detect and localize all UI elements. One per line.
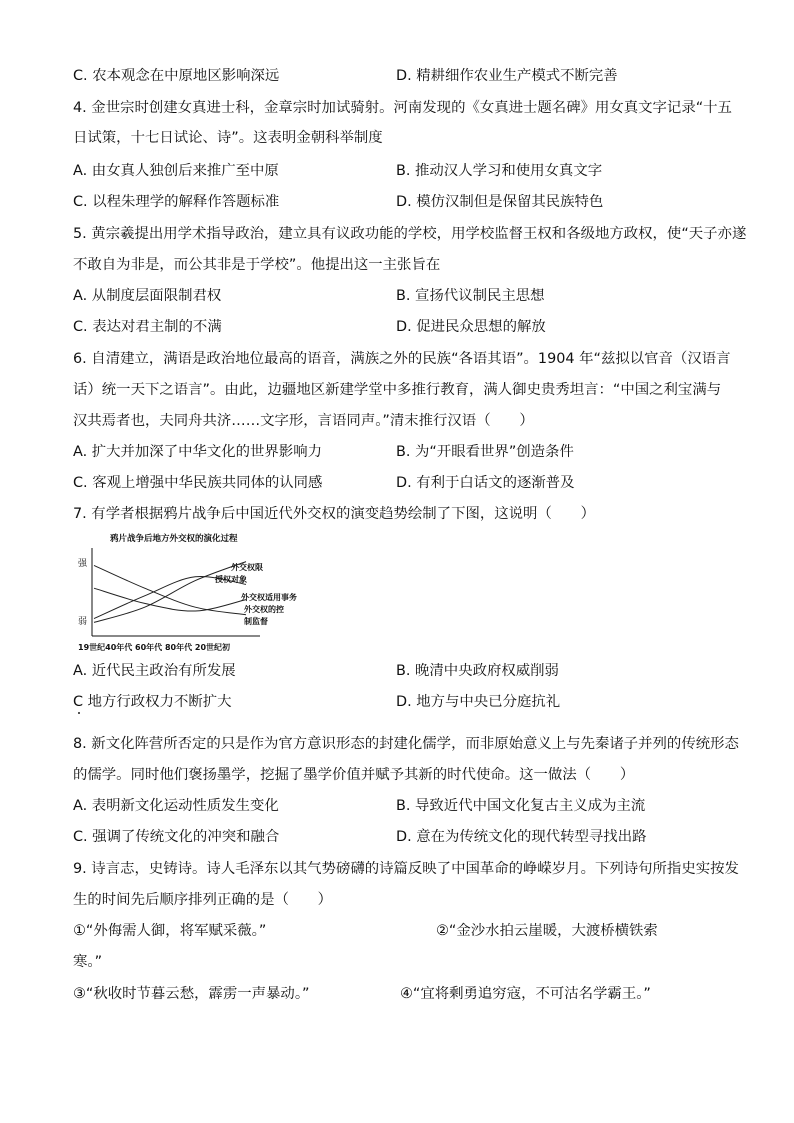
- stray-mark: [78, 712, 80, 714]
- chart-label-series3: 外交权适用事务: [241, 593, 297, 602]
- chart-x-ticks: 19世纪40年代 60年代 80年代 20世纪初: [78, 643, 231, 652]
- diplomatic-power-chart: [78, 530, 328, 656]
- q8-option-c: C. 强调了传统文化的冲突和融合: [73, 829, 280, 845]
- q4-stem-line1: 4. 金世宗时创建女真进士科，金章宗时加试骑射。河南发现的《女真进士题名碑》用女真文字记录“十五: [73, 100, 732, 116]
- q9-poem-3: ③“秋收时节暮云愁，霹雳一声暴动。”: [73, 986, 310, 1002]
- q9-poem-2: ②“金沙水拍云崖暖，大渡桥横铁索: [436, 923, 658, 939]
- q8-stem-line2: 的儒学。同时他们褒扬墨学，挖掘了墨学价值并赋予其新的时代使命。这一做法（ ）: [73, 767, 635, 783]
- chart-label-series1: 外交权限: [231, 563, 263, 572]
- q6-stem-line1: 6. 自清建立，满语是政治地位最高的语音，满族之外的民族“各语其语”。1904 年“兹拟以官音（汉语言: [73, 351, 731, 367]
- q6-option-c: C. 客观上增强中华民族共同体的认同感: [73, 475, 323, 491]
- q4-option-b: B. 推动汉人学习和使用女真文字: [396, 163, 603, 179]
- q5-option-a: A. 从制度层面限制君权: [73, 288, 222, 304]
- q6-stem-line2: 话）统一天下之语言”。由此，边疆地区新建学堂中多推行教育，满人御史贵秀坦言：“中国之利宝满与: [73, 382, 722, 398]
- q3-option-c: C. 农本观念在中原地区影响深远: [73, 68, 280, 84]
- q9-stem-line1: 9. 诗言志，史铸诗。诗人毛泽东以其气势磅礴的诗篇反映了中国革命的峥嵘岁月。下列诗句所指史实按发: [73, 861, 739, 877]
- q7-option-c: C 地方行政权力不断扩大: [73, 694, 232, 710]
- q4-option-c: C. 以程朱理学的解释作答题标准: [73, 194, 280, 210]
- chart-label-series2: 授权对象: [215, 575, 247, 584]
- chart-series-4-line: [94, 565, 246, 614]
- q5-option-d: D. 促进民众思想的解放: [396, 319, 546, 335]
- q7-option-b: B. 晚清中央政府权威削弱: [396, 663, 559, 679]
- q8-stem-line1: 8. 新文化阵营所否定的只是作为官方意识形态的封建化儒学，而非原始意义上与先秦诸子并列的传统形态: [73, 736, 739, 752]
- q4-option-d: D. 模仿汉制但是保留其民族特色: [396, 194, 604, 210]
- chart-ylabel-bottom: 弱: [78, 617, 88, 627]
- q8-option-d: D. 意在为传统文化的现代转型寻找出路: [396, 829, 647, 845]
- q6-option-d: D. 有利于白话文的逐渐普及: [396, 475, 575, 491]
- q4-stem-line2: 日试策，十七日试论、诗”。这表明金朝科举制度: [73, 130, 383, 146]
- q4-option-a: A. 由女真人独创后来推广至中原: [73, 163, 279, 179]
- q9-poem-4: ④“宜将剩勇追穷寇，不可沽名学霸王。”: [400, 986, 651, 1002]
- q6-option-b: B. 为“开眼看世界”创造条件: [396, 444, 574, 460]
- q5-option-b: B. 宣扬代议制民主思想: [396, 288, 545, 304]
- chart-ylabel-top: 强: [78, 559, 88, 569]
- q6-option-a: A. 扩大并加深了中华文化的世界影响力: [73, 444, 322, 460]
- q3-option-d: D. 精耕细作农业生产模式不断完善: [396, 68, 618, 84]
- q9-poem-1: ①“外侮需人御，将军赋采薇。”: [73, 923, 267, 939]
- q6-stem-line3: 汉共焉者也，夫同舟共济……文字形，言语同声。”清末推行汉语（ ）: [73, 413, 534, 429]
- q8-option-b: B. 导致近代中国文化复古主义成为主流: [396, 798, 646, 814]
- q9-poem-2-cont: 寒。”: [73, 954, 103, 970]
- q5-stem-line2: 不敢自为非是，而公其非是于学校”。他提出这一主张旨在: [73, 257, 441, 273]
- chart-label-series4a: 外交权的控: [244, 605, 284, 614]
- chart-series-1-line: [94, 562, 246, 623]
- q7-option-d: D. 地方与中央已分庭抗礼: [396, 694, 561, 710]
- q9-stem-line2: 生的时间先后顺序排列正确的是（ ）: [73, 892, 333, 908]
- q7-stem: 7. 有学者根据鸦片战争后中国近代外交权的演变趋势绘制了下图，这说明（ ）: [73, 506, 595, 522]
- q5-stem-line1: 5. 黄宗羲提出用学术指导政治，建立具有议政功能的学校，用学校监督王权和各级地方政权，使“天子亦遂: [73, 226, 747, 242]
- q8-option-a: A. 表明新文化运动性质发生变化: [73, 798, 279, 814]
- q5-option-c: C. 表达对君主制的不满: [73, 319, 222, 335]
- q7-option-a: A. 近代民主政治有所发展: [73, 663, 236, 679]
- chart-label-series4b: 制监督: [244, 617, 268, 626]
- chart-title: 鸦片战争后地方外交权的演化过程: [110, 534, 238, 544]
